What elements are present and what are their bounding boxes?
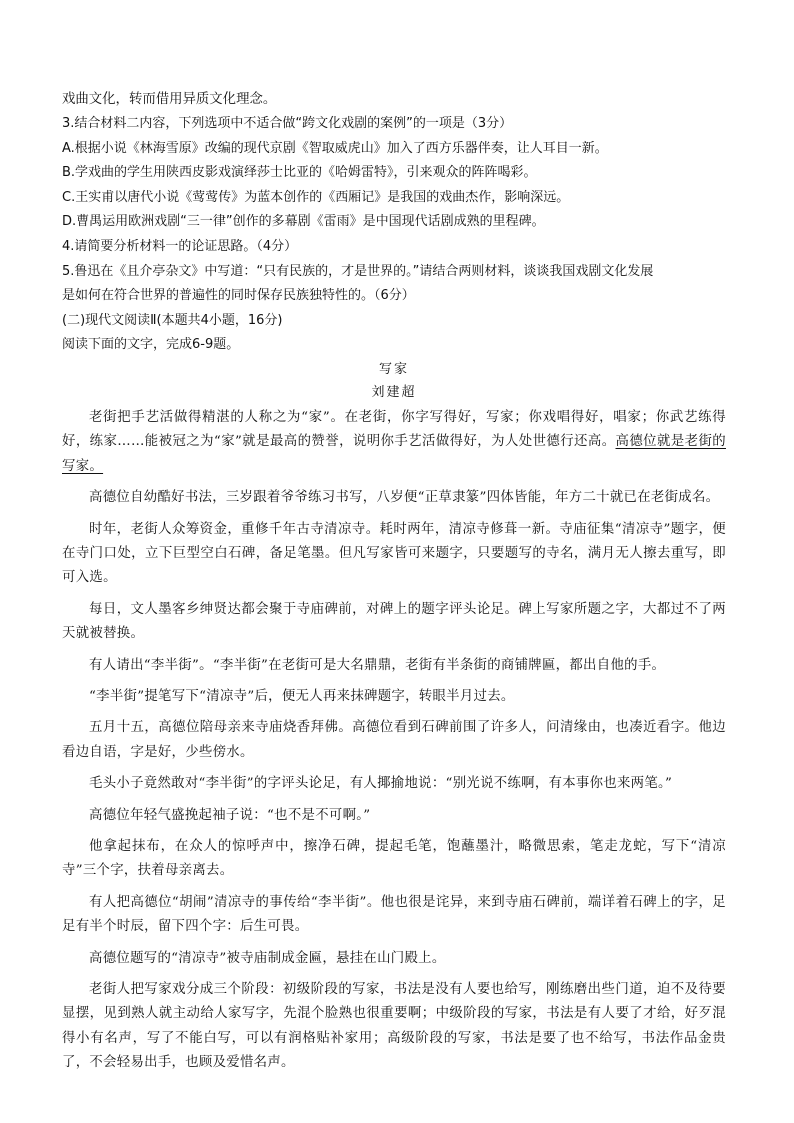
document-page [62, 88, 726, 1083]
question-3-option-d: D.曹禺运用欧洲戏剧“三一律”创作的多幕剧《雷雨》是中国现代话剧成熟的里程碑。 [62, 214, 545, 230]
continued-text-line: 戏曲文化，转而借用异质文化理念。 [62, 92, 277, 107]
paragraph-1 [62, 406, 726, 479]
question-5-line-2: 是如何在符合世界的普遍性的同时保存民族独特性的。（6分） [62, 288, 415, 304]
paragraph-8: 毛头小子竟然敢对“李半街”的字评头论足，有人揶揄地说：“别光说不练啊，有本事你也来两笔。” [89, 776, 673, 792]
paragraph-3: 时年，老街人众筹资金，重修千年古寺清凉寺。耗时两年，清凉寺修葺一新。寺庙征集“清凉寺”题字，便在寺门口处，立下巨型空白石碑，备足笔墨。但凡写家皆可来题字，只要题写的寺名，满月无人擦去重写，即可入选。 [62, 521, 726, 586]
section-instruction: 阅读下面的文字，完成6-9题。 [62, 337, 240, 353]
paragraph-10: 他拿起抹布，在众人的惊呼声中，擦净石碑，提起毛笔，饱蘸墨汁，略微思索，笔走龙蛇，写下“清凉寺”三个字，扶着母亲离去。 [62, 839, 726, 879]
question-3-option-a: A.根据小说《林海雪原》改编的现代京剧《智取威虎山》加入了西方乐器伴奏，让人耳目一新。 [62, 140, 608, 156]
article-title: 写家 [378, 361, 409, 377]
question-5-line-1: 5.鲁迅在《且介亭杂文》中写道：“只有民族的，才是世界的。”请结合两则材料，谈谈我国戏剧文化发展 [62, 263, 654, 279]
paragraph-13: 老街人把写家戏分成三个阶段：初级阶段的写家，书法是没有人要也给写，刚练磨出些门道，迫不及待要显摆，见到熟人就主动给人家写字，先混个脸熟也很重要啊；中级阶段的写家，书法是有人要了才给，好歹混得小有名声，写了不能白写，可以有润格贴补家用；高级阶段的写家，书法是要了也不给写，书法作品金贵了，不会轻易出手，也顾及爱惜名声。 [62, 982, 726, 1071]
questions-block [62, 88, 726, 309]
article-author: 刘建超 [371, 384, 417, 400]
section-heading: (二)现代文阅读Ⅱ(本题共4小题，16分) [62, 312, 283, 328]
paragraph-5: 有人请出“李半街”。“李半街”在老街可是大名鼎鼎，老街有半条街的商铺牌匾，都出自他的手。 [89, 657, 666, 673]
paragraph-9: 高德位年轻气盛挽起袖子说：“也不是不可啊。” [89, 807, 371, 823]
paragraph-2: 高德位自幼酷好书法，三岁跟着爷爷练习书写，八岁便“正草隶篆”四体皆能，年方二十就已在老街成名。 [89, 490, 720, 506]
paragraph-4: 每日，文人墨客乡绅贤达都会聚于寺庙碑前，对碑上的题字评头论足。碑上写家所题之字，大都过不了两天就被替换。 [62, 601, 726, 642]
paragraph-1-text: 老街把手艺活做得精湛的人称之为“家”。在老街，你字写得好，写家；你戏唱得好，唱家；你武艺练得好，练家……能被冠之为“家”就是最高的赞誉，说明你手艺活做得好，为人处世德行还高。 [62, 409, 726, 450]
paragraph-7: 五月十五，高德位陪母亲来寺庙烧香拜佛。高德位看到石碑前围了许多人，问清缘由，也凑近看字。他边看边自语，字是好，少些傍水。 [62, 720, 726, 760]
underlined-sentence: 高德位就是老街的写家。 [62, 434, 726, 474]
question-4: 4.请简要分析材料一的论证思路。（4分） [62, 238, 298, 254]
paragraph-12: 高德位题写的“清凉寺”被寺庙制成金匾，悬挂在山门殿上。 [89, 950, 446, 966]
question-3: 3.结合材料二内容，下列选项中不适合做“跨文化戏剧的案例”的一项是（3分） [62, 116, 513, 131]
paragraph-11: 有人把高德位“胡闹”清凉寺的事传给“李半街”。他也很是诧异，来到寺庙石碑前，端详着石碑上的字，足足有半个时辰，留下四个字：后生可畏。 [62, 894, 726, 935]
article [62, 358, 726, 1076]
paragraph-6: “李半街”提笔写下“清凉寺”后，便无人再来抹碑题字，转眼半月过去。 [89, 689, 515, 704]
question-3-option-b: B.学戏曲的学生用陕西皮影戏演绎莎士比亚的《哈姆雷特》，引来观众的阵阵喝彩。 [62, 165, 537, 181]
section-header [62, 309, 726, 358]
question-3-option-c: C.王实甫以唐代小说《莺莺传》为蓝本创作的《西厢记》是我国的戏曲杰作，影响深远。 [62, 189, 570, 205]
